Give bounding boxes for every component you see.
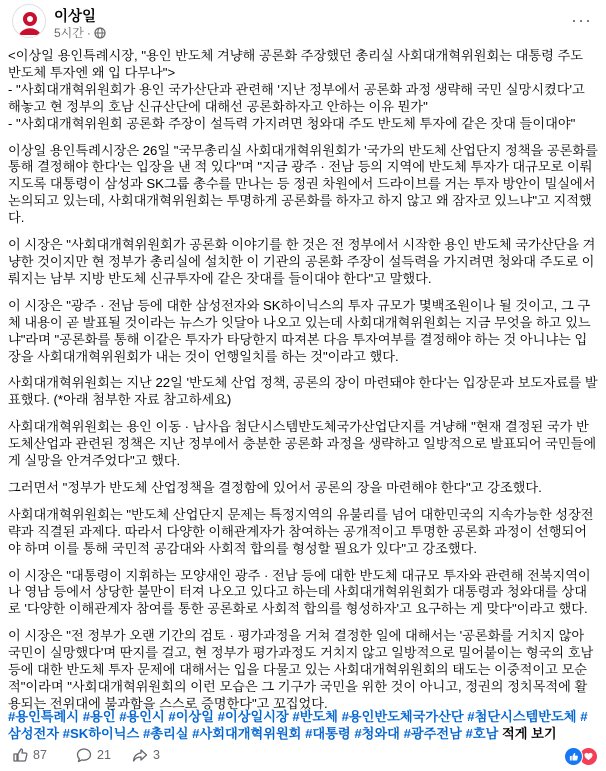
hashtag-link[interactable]: #용인특례시 bbox=[8, 709, 80, 724]
meta-separator: · bbox=[86, 25, 91, 40]
like-reaction-icon bbox=[564, 747, 583, 766]
hashtag-link[interactable]: #용인시 bbox=[119, 709, 165, 724]
more-options-icon[interactable]: ··· bbox=[571, 10, 592, 30]
post-body bbox=[8, 48, 598, 723]
share-count[interactable] bbox=[132, 747, 160, 763]
post-meta bbox=[54, 24, 106, 41]
comment-icon bbox=[76, 747, 92, 763]
post-paragraph: <이상일 용인특례시장, "용인 반도체 겨냥해 공론화 주장했던 총리실 사회대개혁위원회는 대통령 주도 반도체 투자엔 왜 입 다무나"> - "사회대개혁위원회가 용인 국가산단과 관련해 '지난 정부에서 공론화 과정 생략해 국민 실망시켰다'고 해놓고 현 정부의 호남 신규산단에 대해선 공론화하자고 안하는 이유 뭔가" - "사회대개혁위원회 공론화 주장이 설득력 가지려면 청와대 주도 반도체 투자에 같은 잣대 들이대야" bbox=[8, 48, 585, 131]
post-paragraph: 그러면서 "정부가 반도체 산업정책을 결정함에 있어서 공론의 장을 마련해야 한다"고 강조했다. bbox=[8, 479, 542, 495]
hashtag-link[interactable]: #삼성전자 bbox=[8, 709, 588, 741]
post-paragraph: 이 시장은 "사회대개혁위원회가 공론화 이야기를 한 것은 전 정부에서 시작한 용인 반도체 국가산단을 겨냥한 것이지만 현 정부가 총리실에 설치한 이 기관의 공론화 주장이 설득력을 가지려면 청와대 주도로 이뤄지는 남부 지방 반도체 신규투자에 같은 잣대를 들이대야 한다"고 말했다. bbox=[8, 237, 596, 286]
post-paragraph: 사회대개혁위원회는 용인 이동 · 남사읍 첨단시스템반도체국가산업단지를 겨냥해 "현재 결정된 국가 반도체산업과 관련된 정책은 지난 정부에서 충분한 공론화 과정을 생략하고 일방적으로 발표되어 국민들에게 실망을 안겨주었다"고 했다. bbox=[8, 419, 597, 469]
hashtag-link[interactable]: #이상일시장 bbox=[217, 709, 289, 724]
post-paragraph: 이 시장은 "광주 · 전남 등에 대한 삼성전자와 SK하이닉스의 투자 규모가 몇백조원이나 될 것이고, 그 구체 내용이 곧 발표될 것이라는 뉴스가 잇달아 나오고 있는데 사회대개혁위원회는 지금 무엇을 하고 있느냐"라며 "공론화를 통해 이같은 투자가 타당한지 따져본 다음 투자여부를 결정해야 하는 것 아니냐는 입장을 사회대개혁위원회가 내는 것이 언행일치를 하는 것"이라고 했다. bbox=[8, 297, 591, 364]
post-paragraph: 이 시장은 "대통령이 지휘하는 모양새인 광주 · 전남 등에 대한 반도체 대규모 투자와 관련해 전북지역이나 영남 등에서 상당한 불만이 터져 나오고 있다고 하는데 사회대개혁위원회가 대통령과 청와대를 상대로 '다양한 이해관계자 참여를 통한 공론화로 사회적 합의를 형성하자'고 요구하는 게 맞다"이라고 했다. bbox=[8, 567, 591, 617]
hashtag-link[interactable]: #SK하이닉스 bbox=[62, 726, 140, 741]
like-count-value: 87 bbox=[33, 748, 47, 762]
hashtag-link[interactable]: #반도체 bbox=[292, 709, 338, 724]
post-time[interactable]: 5시간 bbox=[54, 26, 84, 40]
like-count[interactable] bbox=[12, 747, 47, 763]
post-paragraph: 이상일 용인특례시장은 26일 "국무총리실 사회대개혁위원회가 '국가의 반도체 산업단지 정책을 공론화를 통해 결정해야 한다'는 입장을 낸 적 있다"며 "지금 광주 · 전남 등의 지역에 반도체 투자가 대규모로 이뤄지도록 대통령이 삼성과 SK그룹 총수를 만나는 등 정권 차원에서 드라이브를 거는 투자 방안이 밀실에서 논의되고 있는데, 사회대개혁위원회는 투명하게 공론화를 하자고 하지 않고 왜 잠자코 있느냐"고 지적했다. bbox=[8, 142, 598, 226]
author-name[interactable]: 이상일 bbox=[54, 9, 97, 25]
reaction-icons[interactable] bbox=[568, 747, 598, 766]
see-less-link[interactable]: 적게 보기 bbox=[502, 726, 557, 741]
hashtag-link[interactable]: #용인 bbox=[82, 709, 116, 724]
hashtag-list bbox=[8, 708, 598, 742]
hashtag-link[interactable]: #청와대 bbox=[354, 726, 400, 741]
thumbs-up-icon bbox=[12, 747, 28, 763]
post-paragraph: 사회대개혁위원회는 지난 22일 '반도체 산업 정책, 공론의 장이 마련돼야 한다'는 입장문과 보도자료를 발표했다. (*아래 첨부한 자료 참고하세요) bbox=[8, 375, 598, 408]
hashtag-link[interactable]: #사회대개혁위원회 bbox=[192, 726, 302, 741]
hashtag-link[interactable]: #광주전남 bbox=[403, 726, 462, 741]
hashtag-link[interactable]: #용인반도체국가산단 bbox=[341, 709, 464, 724]
share-icon bbox=[132, 747, 148, 763]
post-paragraph: 사회대개혁위원회는 "반도체 산업단지 문제는 특정지역의 유불리를 넘어 대한민국의 지속가능한 성장전략과 직결된 과제다. 따라서 다양한 이해관계자가 참여하는 공개적이고 투명한 공론화 과정이 선행되어야 하며 이를 통해 국민적 공감대와 사회적 합의를 형성할 필요가 있다"고 강조했다. bbox=[8, 506, 594, 556]
author-avatar[interactable] bbox=[12, 4, 46, 38]
hashtag-link[interactable]: #총리실 bbox=[142, 726, 189, 741]
comment-count[interactable] bbox=[76, 747, 111, 763]
post-paragraph: 이 시장은 "전 정부가 오랜 기간의 검토 · 평가과정을 거쳐 결정한 일에 대해서는 '공론화를 거치지 않아 국민이 실망했다'며 딴지를 걸고, 현 정부가 평가과정도 거치지 않고 일방적으로 밀어붙이는 형국의 호남 등에 대한 반도체 투자 문제에 대해서는 입을 다물고 있는 사회대개혁위원회의 태도는 이중적이고 모순적"이라며 "사회대개혁위원회의 이런 모습은 그 기구가 국민을 위한 것이 아니고, 정권의 정치목적에 활용되는 전위대에 불과함을 스스로 증명한다"고 꼬집었다. bbox=[8, 628, 594, 711]
hashtag-link[interactable]: #이상일 bbox=[168, 709, 214, 724]
share-count-value: 3 bbox=[153, 748, 160, 762]
post-header bbox=[0, 0, 606, 40]
hashtag-link[interactable]: #대통령 bbox=[305, 726, 351, 741]
hashtag-link[interactable]: #호남 bbox=[465, 726, 499, 741]
avatar-logo-icon bbox=[13, 5, 46, 38]
comment-count-value: 21 bbox=[97, 748, 111, 762]
globe-icon bbox=[94, 27, 106, 39]
post-footer bbox=[0, 747, 606, 769]
hashtag-link[interactable]: #첨단시스템반도체 bbox=[467, 709, 577, 724]
